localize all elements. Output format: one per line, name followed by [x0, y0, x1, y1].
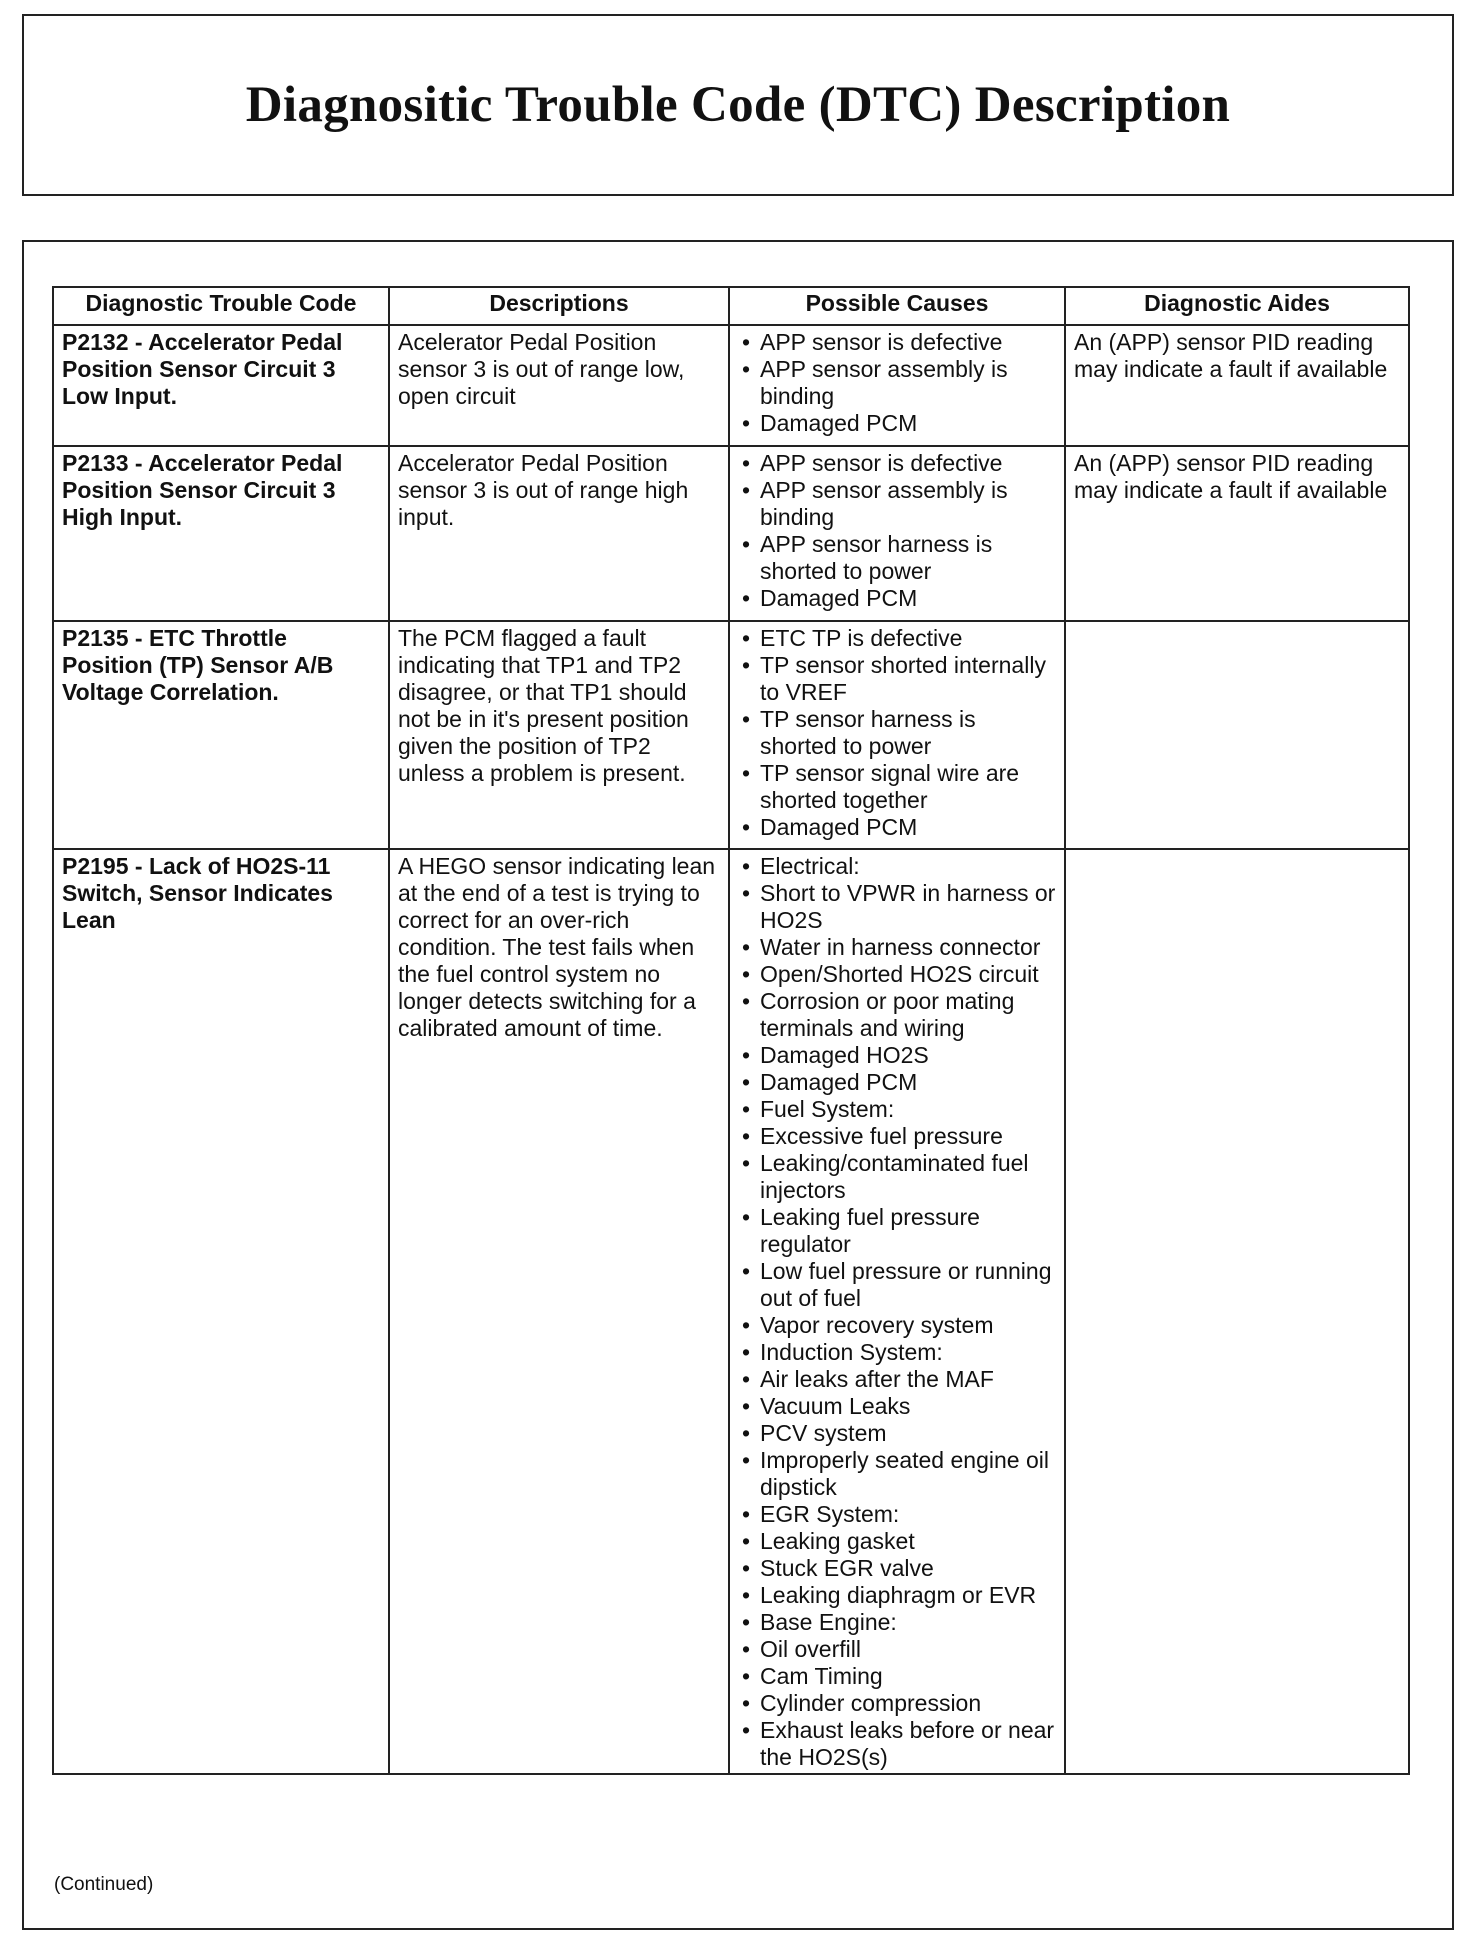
dtc-aides	[1065, 849, 1409, 1774]
cause-item: • Stuck EGR valve	[738, 1555, 1057, 1582]
cause-item: • TP sensor harness is shorted to power	[738, 706, 1057, 760]
dtc-aides: An (APP) sensor PID reading may indicate a fault if available	[1065, 325, 1409, 446]
cause-item: • Water in harness connector	[738, 934, 1057, 961]
continued-note: (Continued)	[54, 1874, 154, 1895]
header-diagnostic-aides: Diagnostic Aides	[1065, 287, 1409, 325]
cause-item: • Damaged PCM	[738, 1069, 1057, 1096]
table-header-row	[53, 287, 1409, 325]
cause-item: • Damaged PCM	[738, 410, 1057, 437]
cause-item: • Open/Shorted HO2S circuit	[738, 961, 1057, 988]
dtc-causes	[729, 621, 1065, 849]
cause-item: • Induction System:	[738, 1339, 1057, 1366]
cause-item: • Vapor recovery system	[738, 1312, 1057, 1339]
cause-item: • APP sensor assembly is binding	[738, 356, 1057, 410]
dtc-causes	[729, 849, 1065, 1774]
cause-item: • Damaged HO2S	[738, 1042, 1057, 1069]
dtc-description: A HEGO sensor indicating lean at the end of a test is trying to correct for an over-rich condition. The test fails when the fuel control system no longer detects switching for a calibrated amount of time.	[389, 849, 729, 1774]
cause-item: • Exhaust leaks before or near the HO2S(s)	[738, 1717, 1057, 1771]
dtc-content-box	[22, 240, 1454, 1930]
dtc-description: Accelerator Pedal Position sensor 3 is out of range high input.	[389, 446, 729, 621]
dtc-aides	[1065, 621, 1409, 849]
cause-item: • Electrical:	[738, 853, 1057, 880]
causes-list	[738, 853, 1057, 1771]
cause-item: • Short to VPWR in harness or HO2S	[738, 880, 1057, 934]
cause-item: • Vacuum Leaks	[738, 1393, 1057, 1420]
cause-item: • Cylinder compression	[738, 1690, 1057, 1717]
cause-item: • Cam Timing	[738, 1663, 1057, 1690]
header-code: Diagnostic Trouble Code	[53, 287, 389, 325]
causes-list	[738, 329, 1057, 437]
cause-item: • EGR System:	[738, 1501, 1057, 1528]
dtc-aides: An (APP) sensor PID reading may indicate a fault if available	[1065, 446, 1409, 621]
cause-item: • APP sensor is defective	[738, 450, 1057, 477]
cause-item: • ETC TP is defective	[738, 625, 1057, 652]
cause-item: • TP sensor signal wire are shorted together	[738, 760, 1057, 814]
dtc-code: P2195 - Lack of HO2S-11 Switch, Sensor Indicates Lean	[53, 849, 389, 1774]
cause-item: • Leaking/contaminated fuel injectors	[738, 1150, 1057, 1204]
cause-item: • Base Engine:	[738, 1609, 1057, 1636]
cause-item: • Air leaks after the MAF	[738, 1366, 1057, 1393]
cause-item: • Fuel System:	[738, 1096, 1057, 1123]
dtc-causes	[729, 325, 1065, 446]
title-box	[22, 14, 1454, 196]
cause-item: • Damaged PCM	[738, 585, 1057, 612]
cause-item: • APP sensor harness is shorted to power	[738, 531, 1057, 585]
dtc-description: The PCM flagged a fault indicating that TP1 and TP2 disagree, or that TP1 should not be in it's present position given the position of TP2 unless a problem is present.	[389, 621, 729, 849]
cause-item: • Leaking gasket	[738, 1528, 1057, 1555]
cause-item: • APP sensor assembly is binding	[738, 477, 1057, 531]
cause-item: • APP sensor is defective	[738, 329, 1057, 356]
causes-list	[738, 450, 1057, 612]
table-row	[53, 325, 1409, 446]
cause-item: • Leaking fuel pressure regulator	[738, 1204, 1057, 1258]
cause-item: • Damaged PCM	[738, 814, 1057, 841]
dtc-table	[52, 286, 1410, 1775]
dtc-code: P2135 - ETC Throttle Position (TP) Sensor A/B Voltage Correlation.	[53, 621, 389, 849]
cause-item: • Oil overfill	[738, 1636, 1057, 1663]
table-row	[53, 621, 1409, 849]
cause-item: • Improperly seated engine oil dipstick	[738, 1447, 1057, 1501]
page-title: Diagnositic Trouble Code (DTC) Description	[245, 77, 1231, 133]
table-row	[53, 849, 1409, 1774]
cause-item: • TP sensor shorted internally to VREF	[738, 652, 1057, 706]
causes-list	[738, 625, 1057, 841]
cause-item: • Leaking diaphragm or EVR	[738, 1582, 1057, 1609]
dtc-description: Acelerator Pedal Position sensor 3 is out of range low, open circuit	[389, 325, 729, 446]
cause-item: • Excessive fuel pressure	[738, 1123, 1057, 1150]
header-possible-causes: Possible Causes	[729, 287, 1065, 325]
dtc-causes	[729, 446, 1065, 621]
cause-item: • PCV system	[738, 1420, 1057, 1447]
dtc-code: P2132 - Accelerator Pedal Position Sensor Circuit 3 Low Input.	[53, 325, 389, 446]
header-descriptions: Descriptions	[389, 287, 729, 325]
cause-item: • Corrosion or poor mating terminals and wiring	[738, 988, 1057, 1042]
dtc-code: P2133 - Accelerator Pedal Position Sensor Circuit 3 High Input.	[53, 446, 389, 621]
table-row	[53, 446, 1409, 621]
cause-item: • Low fuel pressure or running out of fuel	[738, 1258, 1057, 1312]
